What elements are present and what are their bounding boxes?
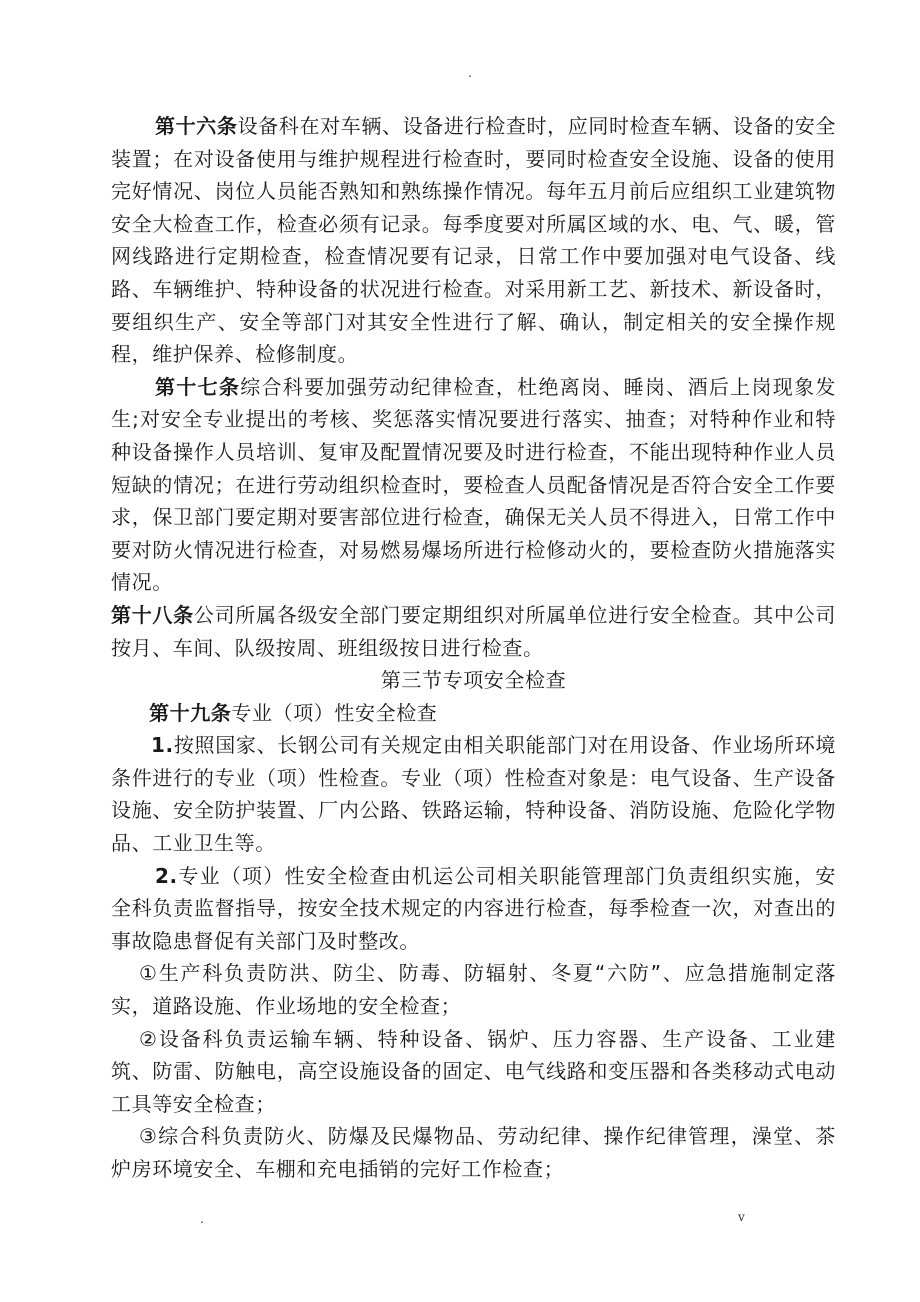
paragraph (111, 957, 836, 1022)
article-number: 第十九条 (149, 700, 232, 725)
paragraph-text: 公司所属各级安全部门要定期组织对所属单位进行安全检查。其中公司按月、车间、队级按周、班组级按日进行检查。 (111, 602, 836, 660)
paragraph-text: 综合科要加强劳动纪律检查，杜绝离岗、睡岗、酒后上岗现象发生;对安全专业提出的考核、奖惩落实情况要进行落实、抽查；对特种作业和特种设备操作人员培训、复审及配置情况要及时进行检查，不能出现特种作业人员短缺的情况；在进行劳动组织检查时，要检查人员配备情况是否符合安全工作要求，保卫部门要定期对要害部位进行检查，确保无关人员不得进入，日常工作中要对防火情况进行检查，对易燃易爆场所进行检修动火的，要检查防火措施落实情况。 (111, 374, 836, 595)
paragraph-text: 按照国家、长钢公司有关规定由相关职能部门对在用设备、作业场所环境条件进行的专业（项）性检查。专业（项）性检查对象是：电气设备、生产设备设施、安全防护装置、厂内公路、铁路运输，特种设备、消防设施、危险化学物品、工业卫生等。 (111, 733, 836, 856)
paragraph (111, 110, 836, 371)
paragraph (111, 860, 836, 958)
paragraph-text: ①生产科负责防洪、防尘、防毒、防辐射、冬夏“六防”、应急措施制定落实，道路设施、作业场地的安全检查； (111, 961, 836, 1019)
paragraph-text: 第三节专项安全检查 (380, 668, 567, 693)
article-number: 第十六条 (155, 114, 238, 138)
paragraph-text: 专业（项）性安全检查由机运公司相关职能管理部门负责组织实施，安全科负责监督指导，按安全技术规定的内容进行检查，每季检查一次，对查出的事故隐患督促有关部门及时整改。 (111, 863, 836, 953)
article-number: 第十八条 (111, 602, 194, 627)
paragraph (111, 1023, 836, 1121)
document-body (111, 110, 836, 1186)
paragraph-text: ③综合科负责防火、防爆及民爆物品、劳动纪律、操作纪律管理，澡堂、茶炉房环境安全、车棚和充电插销的完好工作检查； (111, 1124, 836, 1181)
footer-right-mark: v (738, 1210, 745, 1224)
paragraph (111, 371, 836, 599)
article-number: 1. (151, 733, 174, 758)
paragraph (111, 664, 836, 697)
article-number: 2. (155, 863, 178, 888)
footer-left-dot: . (200, 1212, 204, 1226)
paragraph-text: ②设备科负责运输车辆、特种设备、锅炉、压力容器、生产设备、工业建筑、防雷、防触电，高空设施设备的固定、电气线路和变压器和各类移动式电动工具等安全检查； (111, 1026, 836, 1116)
paragraph-text: 设备科在对车辆、设备进行检查时，应同时检查车辆、设备的安全装置；在对设备使用与维护规程进行检查时，要同时检查安全设施、设备的使用完好情况、岗位人员能否熟知和熟练操作情况。每年五月前后应组织工业建筑物安全大检查工作，检查必须有记录。每季度要对所属区域的水、电、气、暖，管网线路进行定期检查，检查情况要有记录，日常工作中要加强对电气设备、线路、车辆维护、特种设备的状况进行检查。对采用新工艺、新技术、新设备时，要组织生产、安全等部门对其安全性进行了解、确认，制定相关的安全操作规程，维护保养、检修制度。 (111, 114, 837, 367)
paragraph (111, 729, 836, 859)
article-number: 第十七条 (155, 374, 241, 399)
header-dot: . (468, 66, 472, 80)
paragraph (111, 599, 836, 664)
paragraph (111, 1120, 836, 1185)
paragraph (111, 697, 836, 730)
paragraph-text: 专业（项）性安全检查 (231, 700, 438, 725)
